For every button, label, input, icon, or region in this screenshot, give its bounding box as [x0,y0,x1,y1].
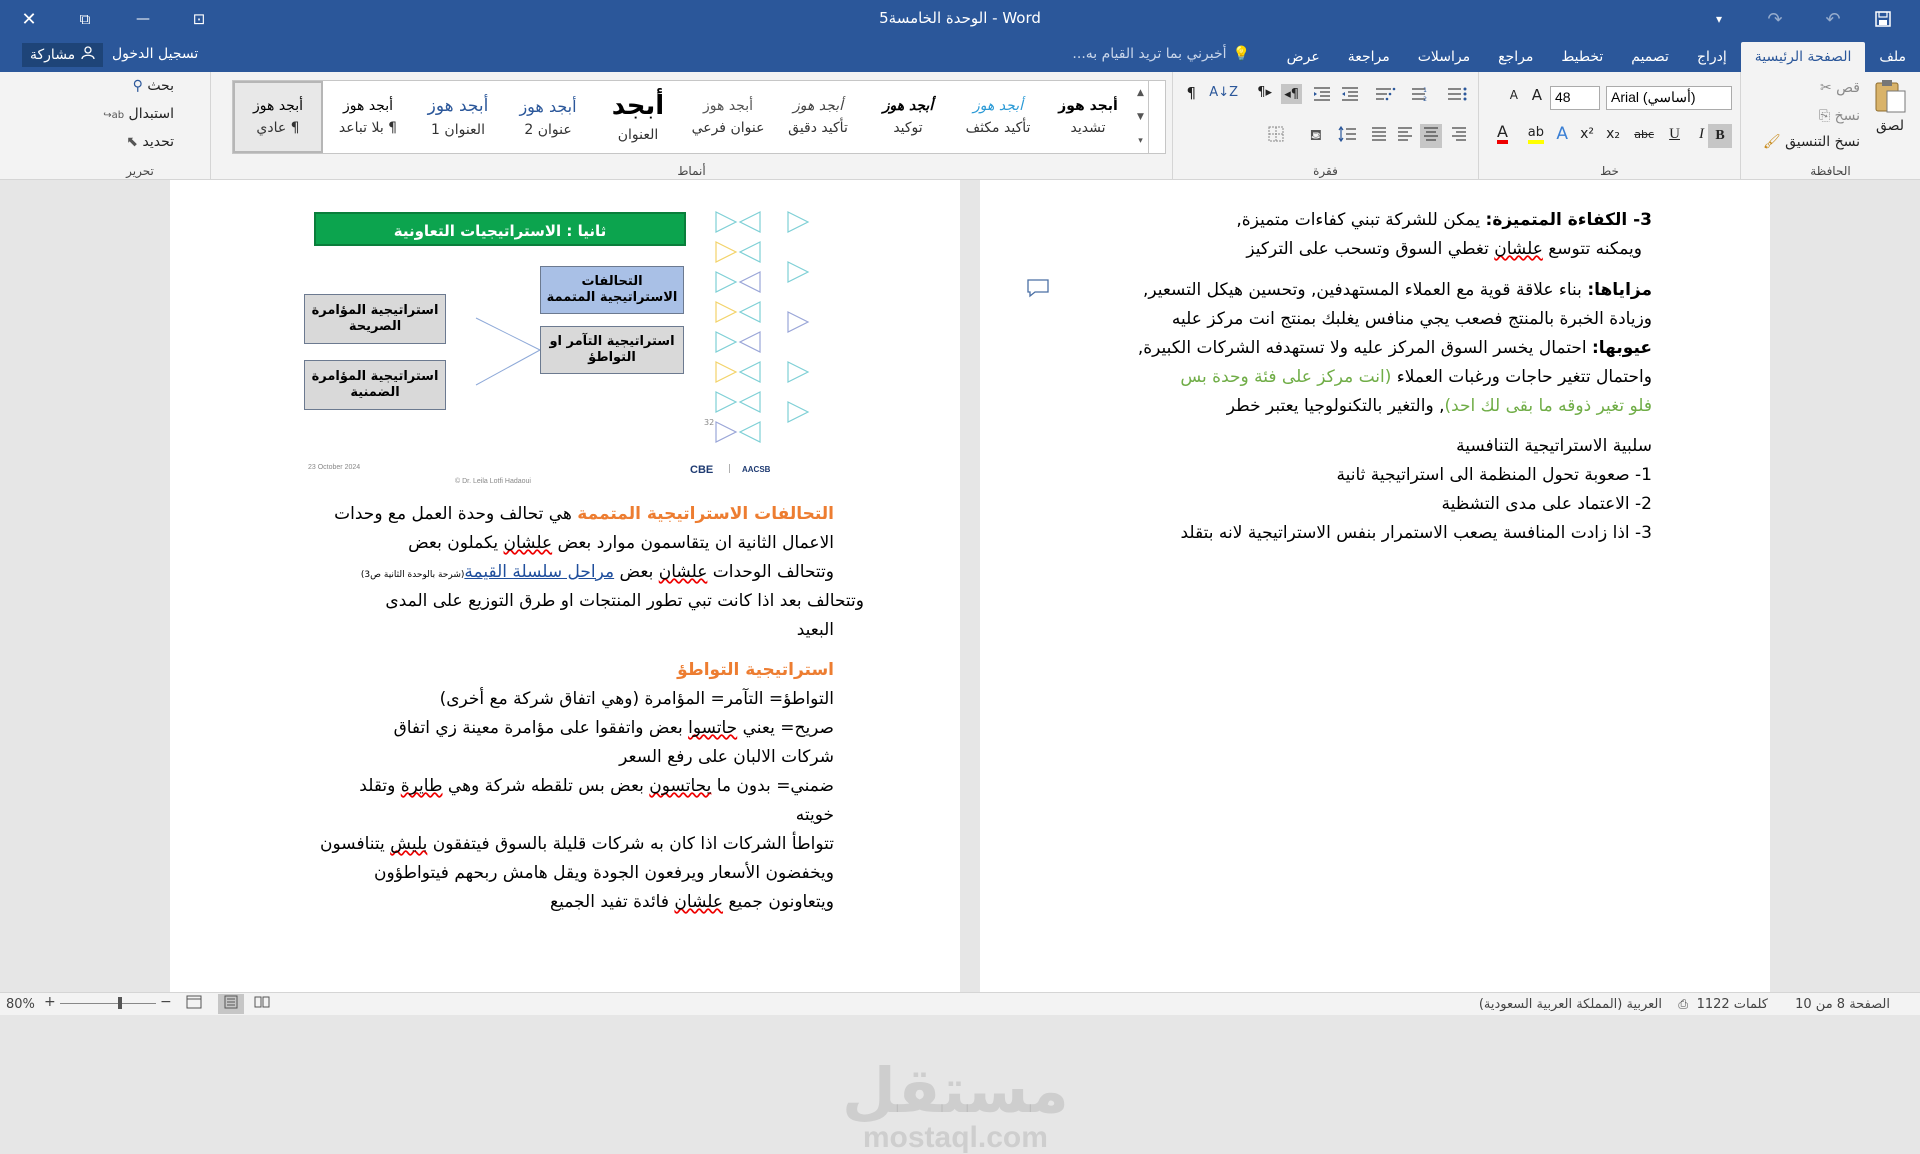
collusion-line8 [550,888,834,917]
search-icon: ⚲ [132,78,143,94]
heading-disadvantages: عيوبها: [1592,338,1652,358]
style-name: تأكيد دقيق [788,120,848,136]
undo-icon[interactable]: ↶ [1825,8,1841,30]
zoom-level[interactable]: 80% [6,997,35,1012]
tab-7[interactable]: مراجعة [1347,49,1390,65]
collusion-line1: التواطؤ= التآمر= المؤامرة (وهي اتفاق شركة مع أخرى) [439,689,834,709]
format-painter-button[interactable] [1763,134,1860,150]
misspelled-word: علشان [674,892,724,912]
page-count[interactable]: الصفحة 8 من 10 [1795,997,1890,1012]
window-title: 5الوحدة الخامسة - Word [879,9,1041,27]
ribbon-tabs-bar [0,38,1920,72]
print-layout-icon[interactable] [218,994,244,1014]
editing-group [0,72,210,180]
decrease-indent-icon [1340,86,1360,102]
align-center-icon [1422,126,1440,142]
slide-image[interactable] [290,202,820,492]
align-right-icon [1450,126,1468,142]
align-right-button[interactable] [1450,126,1468,146]
svg-text:1: 1 [1423,87,1427,94]
text: صريح= يعني [737,718,834,738]
tell-me-box[interactable] [1072,46,1250,62]
tab-6[interactable]: مراسلات [1417,49,1471,65]
style-name: عنوان 2 [524,121,572,138]
collusion-line7: ويخفضون الأسعار ويرفعون الجودة ويقل هامش ربحهم فيتواطؤون [374,863,834,883]
subscript-button[interactable]: x₂ [1606,126,1620,142]
misspelled-word: علشان [658,562,708,582]
style-sample: أبجد هوز [343,98,393,114]
sign-in-link[interactable]: تسجيل الدخول [112,46,199,62]
style-sample: أبجد [611,91,665,121]
heading-advantages: مزاياها: [1587,280,1652,300]
slide-box-alliances: التحالفات الاستراتيجية المتممة [540,266,684,314]
find-button[interactable] [133,78,174,94]
text: يتنافسون [320,834,391,854]
comment-icon[interactable] [1026,278,1050,302]
text: بعض واتفقوا على مؤامرة معينة زي اتفاق [393,718,689,738]
style-item-2[interactable] [413,81,503,153]
paragraph-advantages-line2: وزيادة الخبرة بالمنتج فصعب يجي منافس يغلبك بمنتج انت مركز عليه [1171,309,1652,329]
text: الاعمال الثانية ان يتقاسمون موارد بعض [552,533,834,553]
paragraph-competency [1236,206,1652,235]
paste-icon [1873,78,1907,114]
increase-indent-icon [1312,86,1332,102]
slide-logo-cbe: CBE [690,464,714,476]
copy-label: نسخ [1834,108,1860,124]
font-group [1478,72,1740,180]
styles-group [210,72,1172,180]
paragraph-competency-line2 [1246,235,1642,264]
underline-button[interactable]: U [1669,126,1680,142]
styles-gallery [232,80,1166,154]
slide-author: © Dr. Leila Lotfi Hadaoui [455,478,531,485]
share-label: مشاركة [30,47,76,63]
tab-5[interactable]: مراجع [1498,49,1534,65]
slide-box-explicit: استراتيجية المؤامرة الصريحة [304,294,446,344]
strikethrough-button[interactable]: abc [1634,128,1654,141]
font-group-label: خط [1600,164,1619,178]
document-page-left[interactable] [170,180,960,992]
paste-label: لصق [1875,118,1905,134]
text: ضمني= بدون ما [711,776,834,796]
more-styles-icon[interactable]: ▾ [1138,136,1143,146]
text: احتمال يخسر السوق المركز عليه ولا تستهدفه الشركات الكبيرة, [1137,338,1592,358]
style-name: تأكيد مكثف [965,120,1031,136]
justify-button[interactable] [1370,126,1388,146]
style-item-4[interactable] [593,81,683,153]
paragraph-advantages [1143,276,1652,305]
text: يمكن للشركة تبني كفاءات متميزة, [1236,210,1486,230]
sort-button[interactable] [1209,84,1238,100]
value-chain-link[interactable]: مراحل سلسلة القيمة [464,562,615,582]
shrink-font-button[interactable]: A [1509,88,1518,102]
paragraph-disadvantages-line2 [1180,363,1652,392]
misspelled-word: يحاتسون [649,776,712,796]
watermark [842,1054,1069,1154]
style-sample: أبجد هوز [253,98,303,114]
watermark-en: mostaql.com [862,1121,1048,1154]
ltr-direction-icon: ▸¶ [1257,85,1272,100]
clipboard-group [1740,72,1920,180]
chevron-down-icon[interactable]: ▼ [1137,112,1144,122]
collusion-line6 [320,830,834,859]
text: هي تحالف وحدة العمل مع وحدات [334,504,578,524]
heading-alliances: التحالفات الاستراتيجية المتممة [577,504,834,524]
save-icon[interactable] [1860,0,1906,38]
text: ويمكنه تتوسع [1542,239,1642,259]
rtl-direction-icon: ¶◂ [1284,87,1299,102]
read-mode-icon[interactable] [254,995,270,1013]
style-name: العنوان [617,127,659,143]
font-color-button[interactable]: A [1497,124,1508,144]
format-painter-label: نسخ التنسيق [1785,134,1860,150]
slide-logo-aacsb: AACSB [742,465,771,474]
text: تغطي السوق وتسحب على التركيز [1246,239,1495,259]
slide-logo-divider: | [728,464,732,474]
tab-2[interactable]: إدراج [1696,49,1727,65]
paste-button[interactable] [1870,78,1910,134]
svg-text:2: 2 [1423,96,1427,103]
styles-gallery-scroll[interactable] [1133,81,1149,153]
multilevel-list-button[interactable] [1374,86,1396,106]
copy-icon: ⎘ [1818,108,1831,124]
increase-indent-button[interactable] [1312,86,1332,106]
text: وتقلد [359,776,401,796]
superscript-button[interactable]: x² [1580,126,1594,142]
minimize-icon[interactable]: — [136,11,150,27]
text: بعض [614,562,659,582]
multilevel-list-icon [1374,86,1396,102]
paragraph-alliances-line2 [408,529,834,558]
styles-group-label: أنماط [677,164,706,178]
font-size-box[interactable] [1550,86,1600,110]
paragraph-group [1172,72,1478,180]
collusion-line3: شركات الالبان على رفع السعر [619,747,834,767]
show-formatting-button[interactable]: ¶ [1186,84,1196,102]
rtl-direction-button[interactable] [1281,84,1302,104]
ribbon [0,72,1920,180]
style-item-8[interactable] [953,81,1043,153]
text: وتتحالف الوحدات [707,562,834,582]
text: ويتعاونون جميع [723,892,834,912]
paragraph-alliances-line4: وتتحالف بعد اذا كانت تبي تطور المنتجات او طرق التوزيع على المدى [385,591,864,611]
tab-1[interactable]: الصفحة الرئيسية [1741,42,1866,72]
style-sample: أبجد هوز [973,98,1023,114]
shading-button[interactable] [1310,126,1322,146]
paragraph-disadvantages [1138,334,1652,363]
green-note: فلو تغير ذوقه ما بقى لك احد) [1444,396,1652,416]
negatives-list-item: 3- اذا زادت المنافسة يصعب الاستمرار بنفس الاستراتيجية لانه بتقلد [1180,523,1652,543]
paragraph-alliances-line5: البعيد [796,620,834,640]
cursor-icon: ⬉ [126,134,139,150]
style-name: ¶ بلا تباعد [338,120,398,136]
document-page-right[interactable] [980,180,1770,992]
style-name: العنوان 1 [431,122,485,138]
paint-bucket-icon: ⛾ [1309,126,1322,144]
word-count[interactable]: 1122 كلمات [1696,997,1768,1012]
restore-icon[interactable]: ⧉ [79,10,91,28]
clipboard-group-label: الحافظة [1810,164,1851,178]
bullets-icon [1446,86,1468,102]
web-layout-icon[interactable] [186,995,202,1013]
scissors-icon: ✂ [1819,80,1832,96]
ribbon-display-options-icon[interactable]: ⊡ [192,10,206,28]
align-left-button[interactable] [1396,126,1414,146]
tab-0[interactable]: ملف [1879,49,1906,65]
style-sample: أبجد هوز [793,98,843,114]
share-button[interactable] [22,43,103,67]
numbering-button[interactable] [1410,86,1432,106]
proofing-icon[interactable]: ⎙ [1678,997,1688,1011]
style-item-6[interactable] [773,81,863,153]
zoom-slider-thumb[interactable] [118,997,122,1009]
negatives-title: سلبية الاستراتيجية التنافسية [1456,436,1652,456]
paragraph-group-label: فقرة [1313,164,1338,178]
paragraph-disadvantages-line3 [1227,392,1652,421]
ribbon-tabs [1273,38,1920,72]
tell-me-text: أخبرني بما تريد القيام به... [1072,46,1227,62]
title-bar [0,0,1920,38]
borders-icon [1268,126,1284,142]
copy-button[interactable] [1819,108,1860,124]
cut-label: قص [1836,80,1860,96]
watermark-ar: مستقل [842,1054,1069,1127]
paragraph-alliances-line3 [361,558,834,590]
lightbulb-icon: 💡 [1232,46,1250,62]
style-name: تشديد [1070,120,1106,136]
line-spacing-button[interactable] [1338,126,1358,146]
grow-font-button[interactable]: A [1531,86,1542,104]
style-item-0[interactable] [233,81,323,153]
language[interactable]: العربية (المملكة العربية السعودية) [1478,997,1662,1012]
style-item-9[interactable] [1043,81,1133,153]
negatives-list-item: 2- الاعتماد على مدى التشظية [1441,494,1652,514]
sort-icon: A↓Z [1209,85,1238,100]
replace-icon: ab↪ [103,110,125,121]
tab-8[interactable]: عرض [1286,49,1320,65]
slide-box-tacit: استراتيجية المؤامرة الضمنية [304,360,446,410]
text: واحتمال تتغير حاجات ورغبات العملاء [1391,367,1652,387]
justify-icon [1370,126,1388,142]
replace-button[interactable] [103,106,174,122]
slide-date: 23 October 2024 [308,464,361,471]
text-effects-button[interactable]: A [1556,124,1568,144]
select-button[interactable] [126,134,174,150]
small-note: (شرحة بالوحدة الثانية ص3) [360,570,465,580]
style-sample: أبجد هوز [1058,98,1118,114]
align-center-button[interactable] [1420,124,1442,148]
heading-competency: 3- الكفاءة المتميزة: [1485,210,1652,230]
style-item-1[interactable] [323,81,413,153]
person-icon [81,46,95,64]
align-left-icon [1396,126,1414,142]
text: فائدة تفيد الجميع [550,892,675,912]
font-name-value: Arial (أساسي) [1611,89,1696,105]
ltr-direction-button[interactable] [1257,84,1272,100]
bold-button[interactable]: B [1708,124,1732,148]
zoom-out-button[interactable]: − [160,994,172,1010]
editing-group-label: تحرير [126,164,154,178]
misspelled-word: حاتسوا [688,718,738,738]
tab-3[interactable]: تصميم [1631,49,1669,65]
text: يكملون بعض [408,533,504,553]
slide-box-collusion: استراتيجية التآمر او التواطؤ [540,326,684,374]
line-spacing-icon [1338,126,1358,142]
find-label: بحث [147,78,174,94]
style-name: توكيد [893,120,923,136]
chevron-up-icon[interactable]: ▲ [1137,88,1144,98]
green-note: (انت مركز على فئة وحدة بس [1180,367,1392,387]
collusion-line4 [359,772,834,801]
text: بعض بس تلقطه شركة وهي [442,776,650,796]
bullets-button[interactable] [1446,86,1468,106]
style-item-3[interactable] [503,81,593,153]
text: تتواطأ الشركات اذا كان به شركات قليلة بالسوق فيتفقون [427,834,834,854]
font-name-box[interactable] [1606,86,1732,110]
slide-title: ثانيا : الاستراتيجيات التعاونية [314,212,686,246]
misspelled-word: طايرة [400,776,443,796]
negatives-list-item: 1- صعوبة تحول المنظمة الى استراتيجية ثانية [1336,465,1652,485]
font-size-value: 48 [1555,89,1571,105]
style-sample: أبجد هوز [519,96,577,116]
style-name: عنوان فرعي [691,120,765,136]
collusion-line2 [394,714,834,743]
close-icon[interactable]: ✕ [21,8,37,30]
heading-collusion: استراتيجية التواطؤ [677,660,834,680]
paragraph-alliances [334,500,834,529]
slide-page-number: 32 [704,418,715,427]
select-label: تحديد [142,134,174,150]
decrease-indent-button[interactable] [1340,86,1360,106]
zoom-slider[interactable] [60,1003,156,1004]
style-sample: أبجد هوز [882,98,934,114]
collusion-line5: خويته [795,805,834,825]
redo-icon[interactable]: ↷ [1767,8,1783,30]
style-sample: أبجد هوز [703,98,753,114]
customize-toolbar-icon[interactable]: ▾ [1715,12,1723,26]
cut-button[interactable] [1820,80,1860,96]
text: , والتغير بالتكنولوجيا يعتبر خطر [1226,396,1445,416]
zoom-in-button[interactable]: + [44,994,56,1010]
text: بناء علاقة قوية مع العملاء المستهدفين, وتحسين هيكل التسعير, [1142,280,1588,300]
brush-icon: 🖌 [1762,134,1781,150]
borders-button[interactable] [1268,126,1284,146]
style-sample: أبجد هوز [427,96,489,116]
style-name: ¶ عادي [256,120,300,136]
misspelled-word: بليش [390,834,428,854]
style-item-7[interactable] [863,81,953,153]
misspelled-word: علشان [1494,239,1543,259]
highlight-button[interactable]: ab [1528,126,1544,144]
misspelled-word: علشان [503,533,553,553]
numbering-icon [1410,86,1432,102]
italic-button[interactable]: I [1699,126,1704,142]
status-bar [0,992,1920,1015]
replace-label: استبدال [128,106,174,122]
tab-4[interactable]: تخطيط [1561,49,1604,65]
style-item-5[interactable] [683,81,773,153]
